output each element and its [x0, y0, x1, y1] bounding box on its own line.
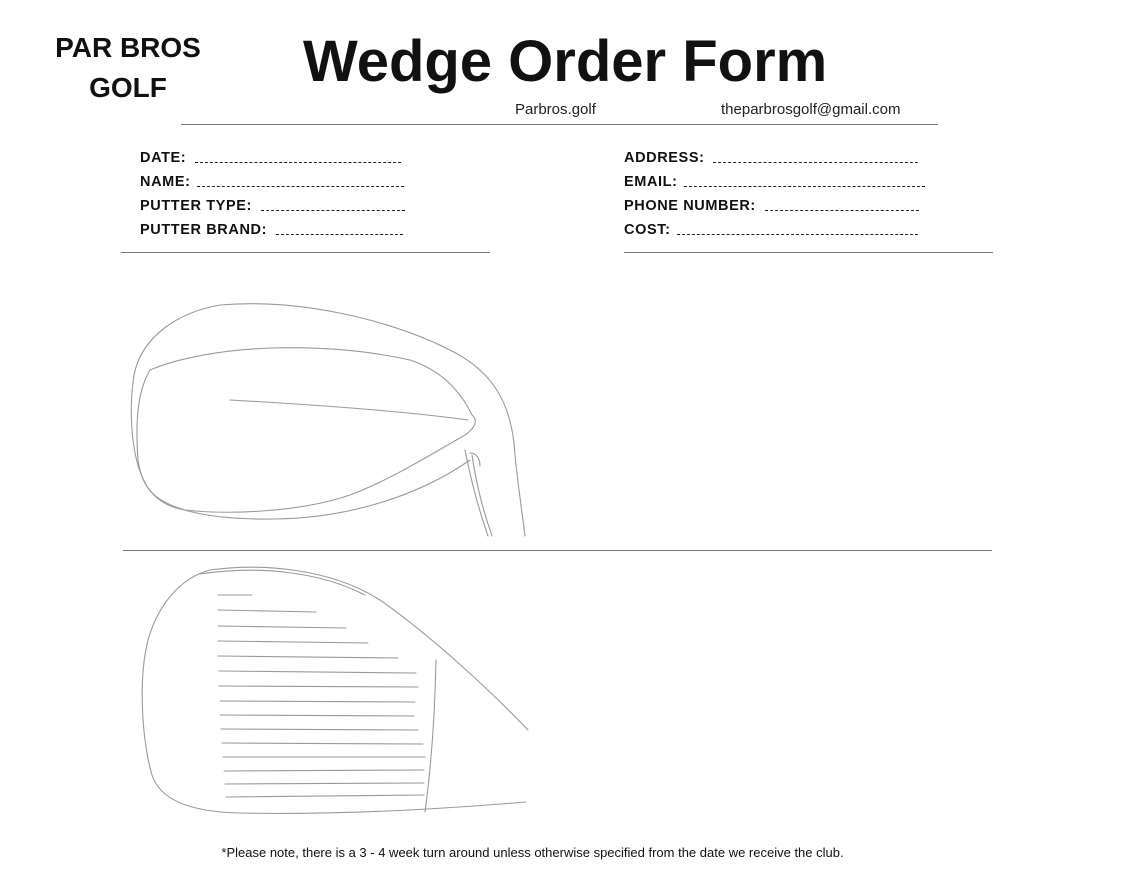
date-field[interactable] — [140, 146, 405, 170]
turnaround-note-text: *Please note, there is a 3 - 4 week turn around unless otherwise specified from the date we receive the club. — [221, 845, 844, 860]
date-label: DATE: — [140, 150, 187, 166]
page-title: Wedge Order Form — [303, 29, 828, 94]
phone-number-field[interactable] — [624, 194, 925, 218]
putter-type-label: PUTTER TYPE: — [140, 198, 252, 214]
putter-brand-blank[interactable] — [276, 222, 403, 235]
email-field[interactable] — [624, 170, 925, 194]
name-field[interactable] — [140, 170, 405, 194]
putter-brand-field[interactable] — [140, 218, 405, 242]
wedge-face-sketch — [130, 560, 550, 830]
name-label: NAME: — [140, 174, 191, 190]
putter-type-field[interactable] — [140, 194, 405, 218]
order-fields-right — [624, 146, 925, 242]
name-blank[interactable] — [197, 174, 404, 187]
brand-line-2: GOLF — [89, 72, 167, 103]
wedge-back-sketch — [120, 290, 540, 545]
order-fields-left — [140, 146, 405, 242]
phone-number-blank[interactable] — [765, 198, 919, 211]
address-field[interactable] — [624, 146, 925, 170]
cost-field[interactable] — [624, 218, 925, 242]
putter-brand-label: PUTTER BRAND: — [140, 222, 268, 238]
website-link[interactable]: Parbros.golf — [515, 101, 596, 118]
phone-number-label: PHONE NUMBER: — [624, 198, 756, 214]
header-divider — [181, 124, 938, 125]
cost-blank[interactable] — [677, 222, 918, 235]
section-divider — [123, 550, 992, 551]
turnaround-note — [0, 845, 1133, 860]
email-link[interactable]: theparbrosgolf@gmail.com — [721, 101, 901, 118]
email-label: EMAIL: — [624, 174, 678, 190]
address-blank[interactable] — [713, 150, 918, 163]
fields-divider-right — [624, 252, 993, 253]
putter-type-blank[interactable] — [261, 198, 405, 211]
fields-divider-left — [121, 252, 490, 253]
brand-logo — [40, 28, 216, 108]
address-label: ADDRESS: — [624, 150, 705, 166]
date-blank[interactable] — [195, 150, 401, 163]
email-blank[interactable] — [684, 174, 925, 187]
brand-line-1: PAR BROS — [55, 32, 201, 63]
cost-label: COST: — [624, 222, 671, 238]
